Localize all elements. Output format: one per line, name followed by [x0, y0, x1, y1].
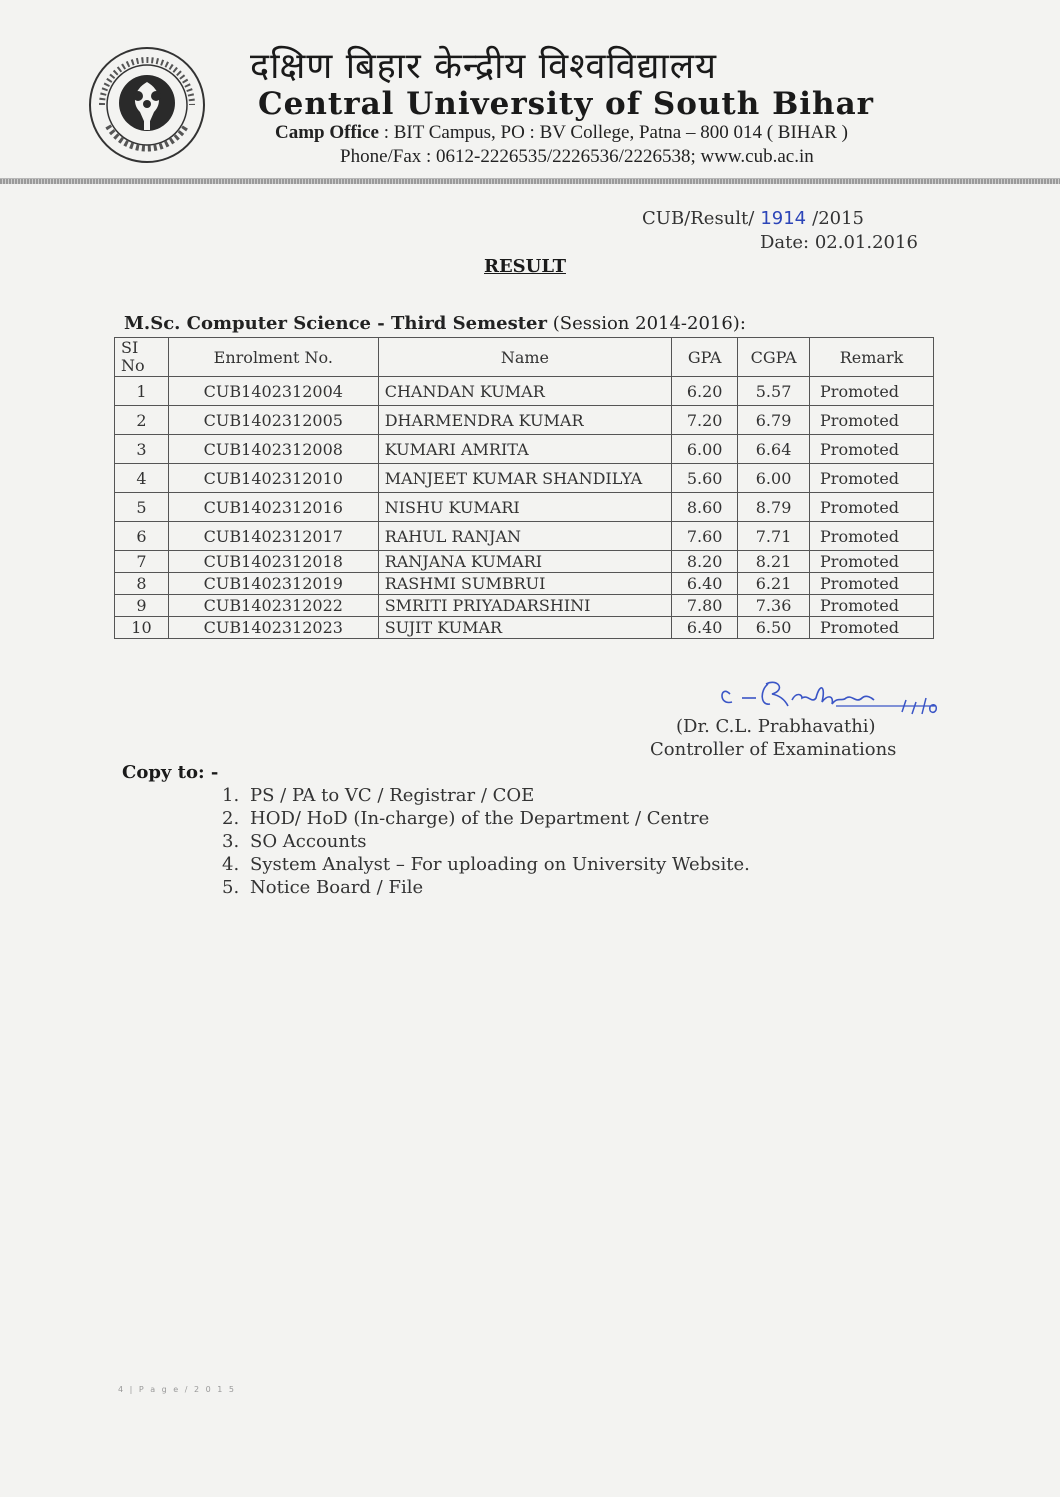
cell-name: SMRITI PRIYADARSHINI — [378, 595, 671, 617]
cell-remark: Promoted — [810, 522, 934, 551]
cell-sl: 7 — [115, 551, 169, 573]
page-footer: 4 | P a g e / 2 0 1 5 — [118, 1385, 236, 1394]
cell-name: SUJIT KUMAR — [378, 617, 671, 639]
reference-suffix: /2015 — [812, 208, 865, 229]
cell-gpa: 6.40 — [672, 573, 738, 595]
university-name-english: Central University of South Bihar — [258, 86, 875, 122]
cell-cgpa: 6.79 — [738, 406, 810, 435]
reference-handwritten-number: 1914 — [760, 208, 807, 229]
cell-gpa: 8.20 — [672, 551, 738, 573]
cell-sl: 10 — [115, 617, 169, 639]
contact-line: Phone/Fax : 0612-2226535/2226536/2226538; www.cub.ac.in — [340, 146, 814, 167]
cell-gpa: 6.40 — [672, 617, 738, 639]
table-row — [115, 435, 934, 464]
table-row — [115, 573, 934, 595]
cell-enrolment: CUB1402312023 — [168, 617, 378, 639]
cell-name: DHARMENDRA KUMAR — [378, 406, 671, 435]
cell-remark: Promoted — [810, 573, 934, 595]
cell-name: KUMARI AMRITA — [378, 435, 671, 464]
cell-gpa: 7.20 — [672, 406, 738, 435]
cell-cgpa: 6.00 — [738, 464, 810, 493]
table-row — [115, 617, 934, 639]
cell-enrolment: CUB1402312018 — [168, 551, 378, 573]
cell-gpa: 7.80 — [672, 595, 738, 617]
cell-sl: 2 — [115, 406, 169, 435]
copy-to-label: Copy to: - — [122, 762, 219, 783]
university-seal-icon — [88, 46, 206, 164]
cell-enrolment: CUB1402312022 — [168, 595, 378, 617]
camp-office-address — [275, 122, 975, 144]
table-row — [115, 522, 934, 551]
list-item: 5. Notice Board / File — [222, 877, 424, 898]
course-name: M.Sc. Computer Science - Third Semester — [124, 313, 547, 334]
cell-gpa: 5.60 — [672, 464, 738, 493]
cell-cgpa: 6.64 — [738, 435, 810, 464]
cell-cgpa: 5.57 — [738, 377, 810, 406]
document-date: Date: 02.01.2016 — [760, 232, 918, 253]
header-cgpa: CGPA — [738, 338, 810, 377]
cell-enrolment: CUB1402312005 — [168, 406, 378, 435]
list-item: 3. SO Accounts — [222, 831, 367, 852]
course-heading — [124, 313, 746, 334]
cell-name: CHANDAN KUMAR — [378, 377, 671, 406]
cell-name: NISHU KUMARI — [378, 493, 671, 522]
handwritten-signature — [716, 676, 956, 716]
header-gpa: GPA — [672, 338, 738, 377]
document-title: RESULT — [484, 256, 566, 277]
table-row — [115, 493, 934, 522]
cell-sl: 4 — [115, 464, 169, 493]
cell-name: RAHUL RANJAN — [378, 522, 671, 551]
cell-gpa: 6.20 — [672, 377, 738, 406]
cell-sl: 5 — [115, 493, 169, 522]
cell-remark: Promoted — [810, 377, 934, 406]
cell-gpa: 8.60 — [672, 493, 738, 522]
header-divider — [0, 178, 1060, 184]
cell-remark: Promoted — [810, 551, 934, 573]
cell-enrolment: CUB1402312016 — [168, 493, 378, 522]
cell-remark: Promoted — [810, 406, 934, 435]
cell-sl: 3 — [115, 435, 169, 464]
cell-remark: Promoted — [810, 493, 934, 522]
table-row — [115, 551, 934, 573]
cell-enrolment: CUB1402312004 — [168, 377, 378, 406]
cell-enrolment: CUB1402312019 — [168, 573, 378, 595]
cell-name: RANJANA KUMARI — [378, 551, 671, 573]
header-enrolment: Enrolment No. — [168, 338, 378, 377]
results-table — [114, 337, 934, 639]
camp-office-label: Camp Office — [275, 122, 379, 143]
header-name: Name — [378, 338, 671, 377]
table-row — [115, 406, 934, 435]
cell-name: RASHMI SUMBRUI — [378, 573, 671, 595]
cell-enrolment: CUB1402312017 — [168, 522, 378, 551]
list-item: 4. System Analyst – For uploading on University Website. — [222, 854, 750, 875]
signatory-designation: Controller of Examinations — [650, 739, 897, 760]
table-row — [115, 595, 934, 617]
table-row — [115, 377, 934, 406]
cell-sl: 8 — [115, 573, 169, 595]
header-sl-no: SI No — [115, 338, 169, 377]
cell-remark: Promoted — [810, 595, 934, 617]
reference-prefix: CUB/Result/ — [642, 208, 755, 229]
cell-cgpa: 7.36 — [738, 595, 810, 617]
table-header-row — [115, 338, 934, 377]
cell-cgpa: 6.21 — [738, 573, 810, 595]
cell-enrolment: CUB1402312008 — [168, 435, 378, 464]
cell-sl: 9 — [115, 595, 169, 617]
cell-gpa: 7.60 — [672, 522, 738, 551]
cell-sl: 6 — [115, 522, 169, 551]
university-name-hindi: दक्षिण बिहार केन्द्रीय विश्वविद्यालय — [250, 46, 718, 87]
cell-cgpa: 8.21 — [738, 551, 810, 573]
list-item: 1. PS / PA to VC / Registrar / COE — [222, 785, 535, 806]
cell-gpa: 6.00 — [672, 435, 738, 464]
cell-cgpa: 7.71 — [738, 522, 810, 551]
header-remark: Remark — [810, 338, 934, 377]
copy-to-list — [222, 784, 750, 899]
table-row — [115, 464, 934, 493]
cell-name: MANJEET KUMAR SHANDILYA — [378, 464, 671, 493]
cell-remark: Promoted — [810, 435, 934, 464]
camp-office-text: : BIT Campus, PO : BV College, Patna – 800 014 ( BIHAR ) — [378, 122, 848, 143]
cell-cgpa: 6.50 — [738, 617, 810, 639]
cell-cgpa: 8.79 — [738, 493, 810, 522]
signatory-name: (Dr. C.L. Prabhavathi) — [676, 716, 876, 737]
reference-number — [642, 208, 864, 229]
cell-enrolment: CUB1402312010 — [168, 464, 378, 493]
cell-remark: Promoted — [810, 617, 934, 639]
cell-remark: Promoted — [810, 464, 934, 493]
list-item: 2. HOD/ HoD (In-charge) of the Department / Centre — [222, 808, 710, 829]
cell-sl: 1 — [115, 377, 169, 406]
course-session: (Session 2014-2016): — [547, 313, 746, 334]
